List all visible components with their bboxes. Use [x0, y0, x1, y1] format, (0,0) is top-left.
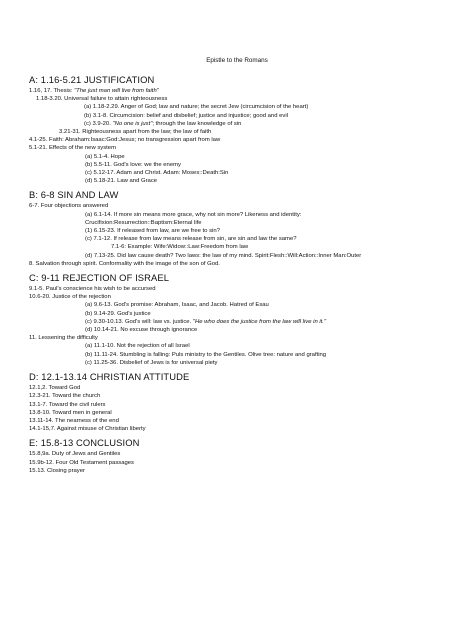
line-text: (a) 11.1-10. Not the rejection of all Israel: [85, 343, 190, 350]
outline-line: [29, 285, 469, 293]
line-text: (b) 11.11-24. Stumbling is falling: Puls ministry to the Gentiles. Olive tree: nature and grafting: [85, 351, 327, 358]
line-text: 5.1-21. Effects of the new system: [29, 145, 116, 152]
outline-line: [29, 95, 469, 103]
outline-line: [29, 342, 469, 350]
line-text: (d) 7.13-25. Did law cause death? Two laws: the law of my mind. Spirit:Flesh::Will:Action::Inner Man:Outer: [85, 252, 362, 259]
outline-line: [29, 112, 469, 120]
outline-section: [29, 371, 469, 433]
section-heading: B: 6-8 SIN AND LAW: [29, 189, 119, 201]
line-text: 13.11-14. The nearness of the end: [29, 417, 119, 424]
line-text: 9.1-5. Paul's conscience his wish to be accursed: [29, 286, 156, 293]
line-text: 12.1,2. Toward God: [29, 385, 81, 392]
outline-line: [29, 227, 469, 235]
section-heading: D: 12.1-13.14 CHRISTIAN ATTITUDE: [29, 371, 190, 383]
section-heading: E: 15.8-13 CONCLUSION: [29, 437, 140, 449]
outline-line: [29, 243, 469, 251]
outline-line: [29, 177, 469, 185]
line-text: (c) 7.1-12. If release from law means release from sin, are sin and law the same?: [85, 236, 297, 243]
outline-line: [29, 425, 469, 433]
outline-line: [29, 136, 469, 144]
outline-line: [29, 459, 469, 467]
line-text: 3.21-31. Righteousness apart from the law; the law of faith: [59, 129, 212, 136]
outline-line: [29, 318, 469, 326]
outline-line: [29, 467, 469, 475]
outline-line: [29, 310, 469, 318]
outline-line: [29, 359, 469, 367]
line-text: 10.6-20. Justice of the rejection: [29, 294, 111, 301]
outline-line: [29, 169, 469, 177]
line-text: (a) 1.18-2.29. Anger of God; law and nature; the secret Jew (circumcision of the heart): [84, 104, 309, 111]
line-text: 6-7. Four objections answered: [29, 203, 109, 210]
quoted-verse: "The just man will live from faith": [74, 88, 159, 94]
outline-section: [29, 189, 469, 268]
outline-section: [29, 437, 469, 475]
line-text: (c) 11.25-36. Disbelief of Jews is for universal piety: [85, 359, 218, 366]
line-text-continued: ; through the law knowledge of sin: [152, 120, 242, 127]
line-text: 1.16, 17. Thesis:: [29, 88, 75, 94]
document-title: Epistle to the Romans: [206, 57, 268, 64]
line-text: (a) 6.1-14. If more sin means more grace, why not sin more? Likeness and identity:: [85, 211, 302, 218]
outline-line: [29, 202, 469, 210]
outline-line: [29, 252, 469, 260]
line-text: (b) 9.14-29. God's justice: [85, 310, 151, 317]
line-text: (b) 5.5-11. God's love: we the enemy: [85, 161, 181, 168]
line-text: (d) 10.14-21. No excuse through ignorance: [85, 327, 198, 334]
outline-line: [29, 351, 469, 359]
outline-line: [29, 219, 469, 227]
line-text: 15.13. Closing prayer: [29, 467, 85, 474]
line-text: 15.8,9a. Duty of Jews and Gentiles: [29, 451, 121, 458]
line-text: 12.3-21. Toward the church: [29, 393, 101, 400]
outline-line: [29, 293, 469, 301]
line-text: 11. Lessening the difficulty: [29, 335, 98, 342]
outline-line: [29, 384, 469, 392]
line-text: 1.18-3.20. Universal failure to attain righteousness: [36, 96, 168, 103]
outline-line: [29, 334, 469, 342]
line-text: 4.1-25. Faith: Abraham:Isaac:God:Jesus; no transgression apart from law: [29, 137, 221, 144]
outline-line: [29, 161, 469, 169]
quoted-verse: "He who does the justice from the law will live in it.": [192, 318, 327, 325]
line-text: (a) 9.6-13. God's promise: Abraham, Isaac, and Jacob. Hatred of Esau: [85, 302, 269, 309]
outline-line: [29, 103, 469, 111]
line-text: 14.1-15,7. Against misuse of Christian liberty: [29, 426, 146, 433]
outline-content: [29, 70, 469, 475]
outline-line: [29, 128, 469, 136]
line-text: (1) 6.15-23. If released from law, are we free to sin?: [85, 228, 220, 235]
line-text: 7.1-6: Example: Wife:Widow::Law:Freedom from law: [111, 244, 249, 251]
section-heading: A: 1.16-5.21 JUSTIFICATION: [29, 74, 155, 85]
outline-line: [29, 260, 469, 268]
line-text: 13.1-7. Toward the civil rulers: [29, 401, 106, 408]
outline-line: [29, 153, 469, 161]
outline-line: [29, 450, 469, 458]
line-text: (c) 3.9-20.: [84, 120, 113, 127]
line-text: 15.9b-12. Four Old Testament passages: [29, 459, 135, 466]
outline-line: [29, 392, 469, 400]
line-text: (c) 5.12-17. Adam and Christ. Adam: Moses::Death:Sin: [85, 170, 229, 177]
line-text: (a) 5.1-4. Hope: [85, 153, 125, 160]
line-text: Crucifixion:Resurrection::Baptism:Eternal life: [85, 219, 202, 226]
outline-line: [29, 326, 469, 334]
line-text: (c) 9.30-10.13. God's will: law vs. justice.: [85, 318, 193, 325]
outline-line: [29, 120, 469, 128]
outline-section: [29, 272, 469, 367]
line-text: 8. Salvation through spirit. Conformality with the image of the son of God.: [29, 260, 220, 267]
outline-line: [29, 211, 469, 219]
outline-line: [29, 409, 469, 417]
line-text: (b) 3.1-8. Circumcision: belief and disbelief; justice and injustice; good and evil: [84, 112, 288, 119]
line-text: 13.8-10. Toward men in general: [29, 409, 112, 416]
quoted-verse: "No one is just": [112, 120, 153, 127]
outline-line: [29, 235, 469, 243]
outline-line: [29, 417, 469, 425]
outline-section: [29, 74, 469, 185]
outline-line: [29, 87, 469, 95]
outline-line: [29, 301, 469, 309]
outline-line: [29, 401, 469, 409]
section-heading: C: 9-11 REJECTION OF ISRAEL: [29, 272, 170, 284]
line-text: (d) 5.18-21. Law and Grace: [85, 178, 158, 185]
outline-line: [29, 144, 469, 152]
